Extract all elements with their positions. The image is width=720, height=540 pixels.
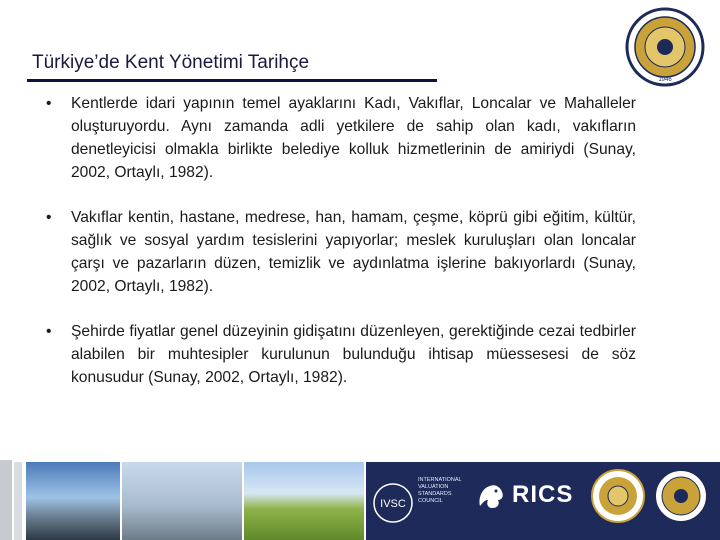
footer-photo-strip — [26, 462, 364, 540]
university-seal-alt-icon — [653, 468, 709, 524]
footer-accent-bar-secondary — [14, 462, 22, 540]
bullet-item — [46, 320, 636, 389]
ivsc-subtitle: INTERNATIONAL VALUATION STANDARDS COUNCIL — [418, 477, 462, 504]
bullet-item — [46, 92, 636, 184]
university-seal-icon — [625, 7, 705, 87]
bullet-text: Kentlerde idari yapının temel ayaklarını Kadı, Vakıflar, Loncalar ve Mahalleler oluşturuyordu. Aynı zamanda adli yetkilere de sahip olan kadı, vakıfların denetleyicisi olmakla birlikte belediye kolluk hizmetlerinin de amiriydi (Sunay, 2002, Ortaylı, 1982). — [71, 95, 636, 181]
bullet-marker: • — [46, 323, 52, 340]
rics-lion-icon — [474, 478, 508, 512]
bullet-text: Şehirde fiyatlar genel düzeyinin gidişatını düzenleyen, gerektiğinde cezai tedbirler alabilen bir muhtesipler kurulunun bulunduğu ihtisap müessesesi de söz konusudur (Sunay, 2002, Ortaylı, 1982). — [71, 323, 636, 386]
bullet-item — [46, 206, 636, 298]
bullet-marker: • — [46, 209, 52, 226]
city-skyline-photo — [26, 462, 120, 540]
footer-accent-bar — [0, 460, 12, 540]
bullet-list — [46, 92, 636, 389]
green-field-photo — [244, 462, 364, 540]
bullet-marker: • — [46, 95, 52, 112]
bullet-text: Vakıflar kentin, hastane, medrese, han, hamam, çeşme, köprü gibi eğitim, kültür, sağlık ve sosyal yardım tesislerini yapıyorlar; meslek kuruluşları olan loncalar çarşı ve pazarların düzen, temizlik ve aydınlatma işlerine bakıyorlardı (Sunay, 2002, Ortaylı, 1982). — [71, 209, 636, 295]
ivsc-logo-icon — [370, 482, 416, 524]
university-seal-small-icon — [590, 468, 646, 524]
rics-label: RICS — [512, 481, 574, 508]
city-buildings-photo — [122, 462, 242, 540]
ivsc-label: IVSC — [380, 498, 406, 510]
university-year: 1946 — [658, 77, 672, 83]
title-underline — [27, 79, 437, 82]
slide-title: Türkiye’de Kent Yönetimi Tarihçe — [32, 52, 310, 73]
